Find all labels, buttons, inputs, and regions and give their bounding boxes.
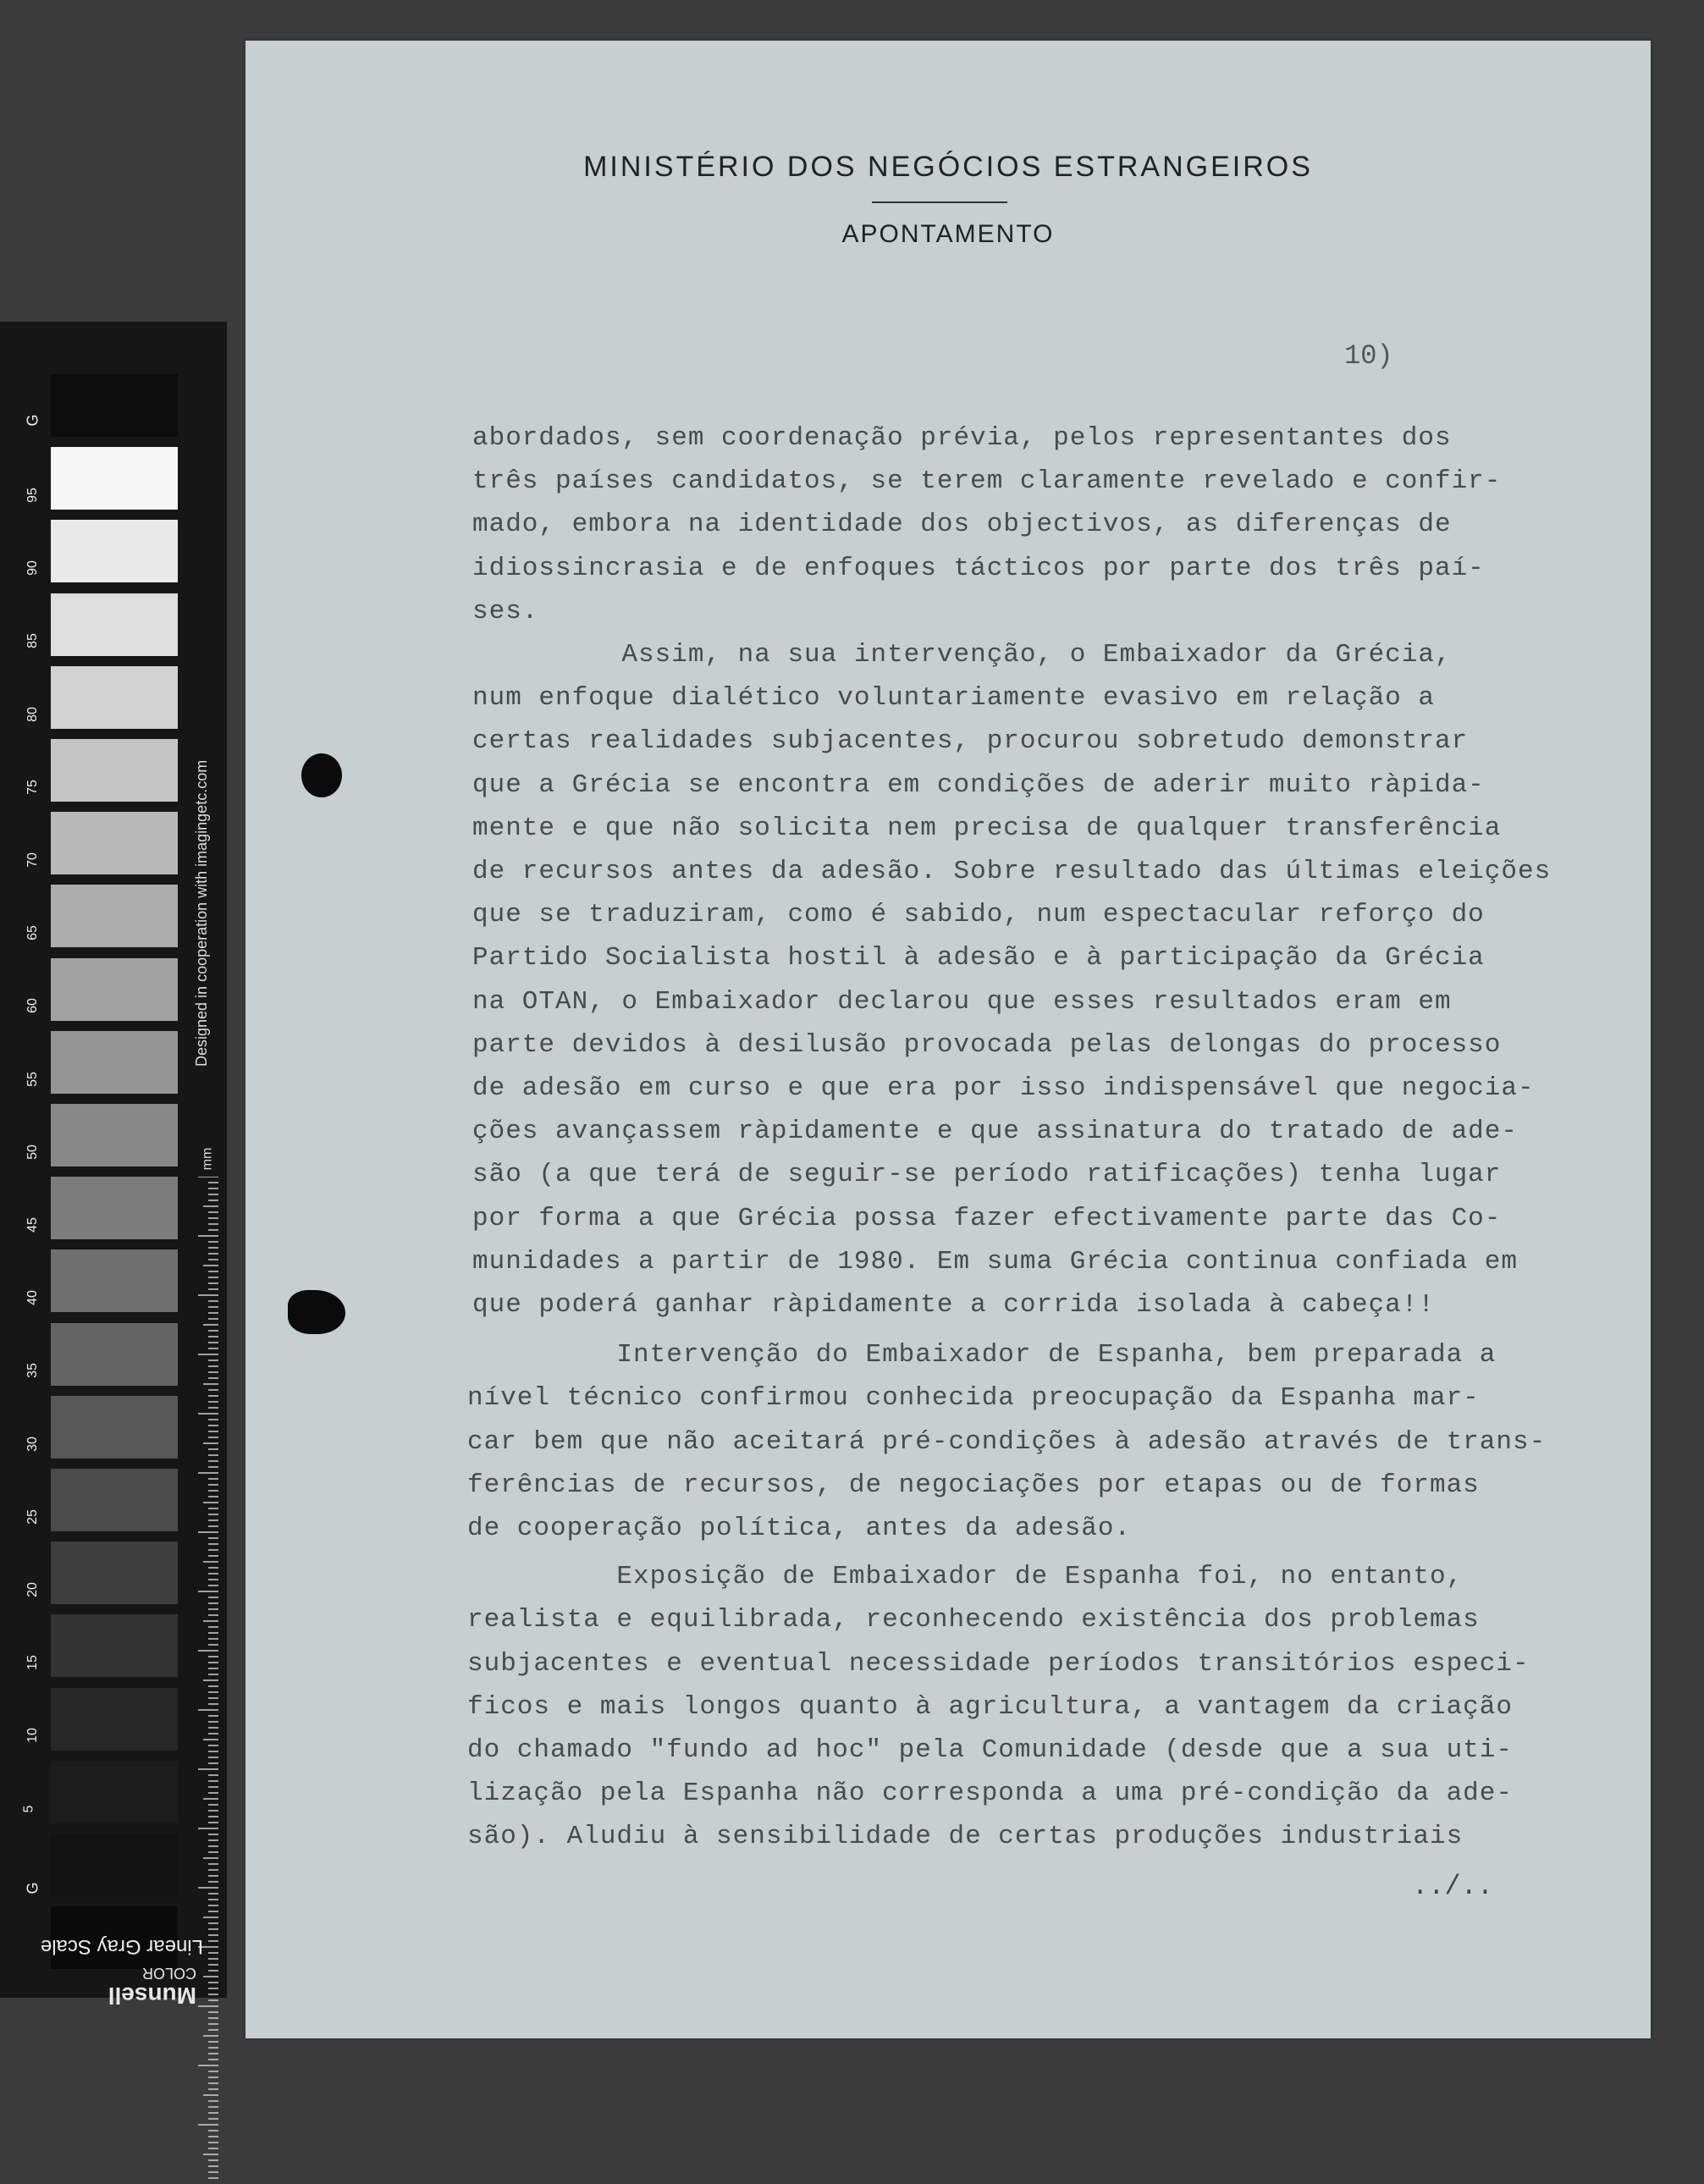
body-line: de cooperação política, antes da adesão. bbox=[467, 1514, 1132, 1543]
gray-chip bbox=[51, 739, 178, 802]
gray-chip bbox=[51, 812, 178, 874]
gray-chip bbox=[51, 885, 178, 947]
body-line: ficos e mais longos quanto à agricultura, a vantagem da criação bbox=[467, 1691, 1513, 1722]
gray-chip bbox=[51, 593, 178, 656]
body-line: que poderá ganhar ràpidamente a corrida isolada à cabeça!! bbox=[472, 1290, 1435, 1320]
gray-scale-end-label-bottom: G bbox=[24, 1882, 41, 1894]
gray-chip bbox=[51, 1396, 178, 1459]
gray-chip bbox=[51, 374, 178, 437]
body-line: ses. bbox=[472, 596, 539, 626]
gray-chip bbox=[51, 1249, 178, 1312]
gray-scale-tick-label: 65 bbox=[25, 925, 40, 941]
gray-chip bbox=[51, 1323, 178, 1386]
gray-scale-tick-label: 70 bbox=[25, 852, 40, 868]
body-line: ferências de recursos, de negociações por etapas ou de formas bbox=[467, 1470, 1480, 1500]
body-line: Intervenção do Embaixador de Espanha, bem preparada a bbox=[467, 1340, 1497, 1371]
body-line: idiossincrasia e de enfoques tácticos por parte dos três paí- bbox=[472, 553, 1485, 583]
body-line: Exposição de Embaixador de Espanha foi, no entanto, bbox=[467, 1562, 1464, 1592]
gray-chip bbox=[51, 666, 178, 729]
gray-chip bbox=[51, 447, 178, 510]
body-line: realista e equilibrada, reconhecendo existência dos problemas bbox=[467, 1605, 1480, 1635]
body-line: ções avançassem ràpidamente e que assinatura do tratado de ade- bbox=[472, 1117, 1518, 1147]
gray-scale-title-text: Linear Gray Scale bbox=[40, 1935, 203, 1958]
gray-scale-tick-label: 60 bbox=[25, 998, 40, 1014]
gray-scale-tick-label: 5 bbox=[21, 1805, 36, 1813]
gray-scale-tick-label: 80 bbox=[25, 706, 40, 722]
gray-scale-tick-label: 75 bbox=[25, 779, 40, 795]
gray-scale-tick-label: 85 bbox=[25, 633, 40, 649]
body-line: certas realidades subjacentes, procurou sobretudo demonstrar bbox=[472, 726, 1469, 757]
gray-chip bbox=[51, 520, 178, 582]
gray-scale-tick-label: 30 bbox=[25, 1436, 40, 1452]
millimeter-ruler bbox=[196, 1177, 218, 2184]
gray-chip bbox=[51, 958, 178, 1021]
body-line: lização pela Espanha não corresponda a uma pré-condição da ade- bbox=[467, 1779, 1513, 1809]
body-line: num enfoque dialético voluntariamente evasivo em relação a bbox=[472, 683, 1435, 714]
body-line: são). Aludiu à sensibilidade de certas produções industriais bbox=[467, 1822, 1464, 1852]
gray-scale-tick-label: 95 bbox=[25, 488, 40, 503]
gray-scale-tick-label: 10 bbox=[25, 1728, 40, 1744]
munsell-brand bbox=[27, 1964, 196, 2011]
body-line: subjacentes e eventual necessidade períodos transitórios especi- bbox=[467, 1648, 1530, 1679]
gray-chip bbox=[51, 1541, 178, 1604]
brand-name: Munsell bbox=[108, 1983, 196, 2009]
gray-scale-tick-label: 25 bbox=[25, 1508, 40, 1525]
continuation-mark: ../.. bbox=[1412, 1871, 1494, 1902]
gray-chip bbox=[51, 1761, 178, 1823]
gray-scale-tick-label: 45 bbox=[25, 1217, 40, 1233]
ruler-unit-label: mm bbox=[200, 1147, 215, 1171]
ministry-header: MINISTÉRIO DOS NEGÓCIOS ESTRANGEIROS bbox=[583, 151, 1313, 183]
body-line: por forma a que Grécia possa fazer efectivamente parte das Co- bbox=[472, 1203, 1502, 1233]
body-line: de recursos antes da adesão. Sobre resultado das últimas eleições bbox=[472, 857, 1552, 886]
body-line: mado, embora na identidade dos objectivos, as diferenças de bbox=[472, 510, 1452, 540]
body-line: munidades a partir de 1980. Em suma Grécia continua confiada em bbox=[472, 1246, 1518, 1277]
gray-scale-caption bbox=[193, 759, 213, 1067]
document-page bbox=[245, 41, 1651, 2038]
punch-hole-upper bbox=[301, 753, 342, 797]
gray-chip bbox=[51, 1688, 178, 1751]
gray-chip bbox=[51, 1031, 178, 1094]
body-line: Partido Socialista hostil à adesão e à participação da Grécia bbox=[472, 943, 1485, 973]
gray-chip bbox=[51, 1177, 178, 1239]
body-line: que a Grécia se encontra em condições de aderir muito ràpida- bbox=[472, 769, 1485, 800]
gray-scale-calibration-card bbox=[0, 322, 227, 2009]
gray-scale-tick-label: 90 bbox=[25, 560, 40, 576]
gray-chip bbox=[51, 1834, 178, 1896]
gray-scale-end-label-top: G bbox=[24, 414, 41, 427]
gray-scale-tick-label: 40 bbox=[25, 1290, 40, 1306]
gray-scale-caption-text: Designed in cooperation with imagingetc.com bbox=[193, 759, 210, 1067]
gray-chip bbox=[51, 1469, 178, 1531]
gray-scale-title bbox=[34, 1934, 203, 1958]
body-line: abordados, sem coordenação prévia, pelos representantes dos bbox=[472, 423, 1452, 453]
body-line: car bem que não aceitará pré-condições à adesão através de trans- bbox=[467, 1426, 1547, 1457]
body-line: nível técnico confirmou conhecida preocupação da Espanha mar- bbox=[467, 1383, 1480, 1414]
gray-scale-tick-label: 55 bbox=[25, 1071, 40, 1087]
brand-subtitle: COLOR bbox=[141, 1965, 196, 1982]
body-line: Assim, na sua intervenção, o Embaixador da Grécia, bbox=[472, 640, 1452, 670]
body-line: três países candidatos, se terem claramente revelado e confir- bbox=[472, 466, 1502, 497]
header-rule bbox=[872, 201, 1007, 203]
punch-hole-lower bbox=[288, 1290, 345, 1334]
gray-scale-tick-label: 20 bbox=[25, 1582, 40, 1597]
body-line: que se traduziram, como é sabido, num espectacular reforço do bbox=[472, 900, 1485, 930]
gray-scale-tick-label: 50 bbox=[25, 1144, 40, 1160]
gray-scale-tick-label: 15 bbox=[25, 1655, 40, 1671]
document-type-heading: APONTAMENTO bbox=[841, 220, 1055, 248]
body-line: parte devidos à desilusão provocada pelas delongas do processo bbox=[472, 1029, 1502, 1060]
body-line: de adesão em curso e que era por isso indispensável que negocia- bbox=[472, 1073, 1535, 1103]
body-line: mente e que não solicita nem precisa de qualquer transferência bbox=[472, 813, 1502, 843]
body-line: são (a que terá de seguir-se período ratificações) tenha lugar bbox=[472, 1160, 1502, 1190]
gray-chip bbox=[51, 1614, 178, 1677]
gray-chip bbox=[51, 1104, 178, 1166]
page-number: 10) bbox=[1344, 340, 1393, 372]
body-line: na OTAN, o Embaixador declarou que esses resultados eram em bbox=[472, 986, 1452, 1017]
body-line: do chamado "fundo ad hoc" pela Comunidade (desde que a sua uti- bbox=[467, 1735, 1513, 1765]
gray-scale-tick-label: 35 bbox=[25, 1363, 40, 1379]
